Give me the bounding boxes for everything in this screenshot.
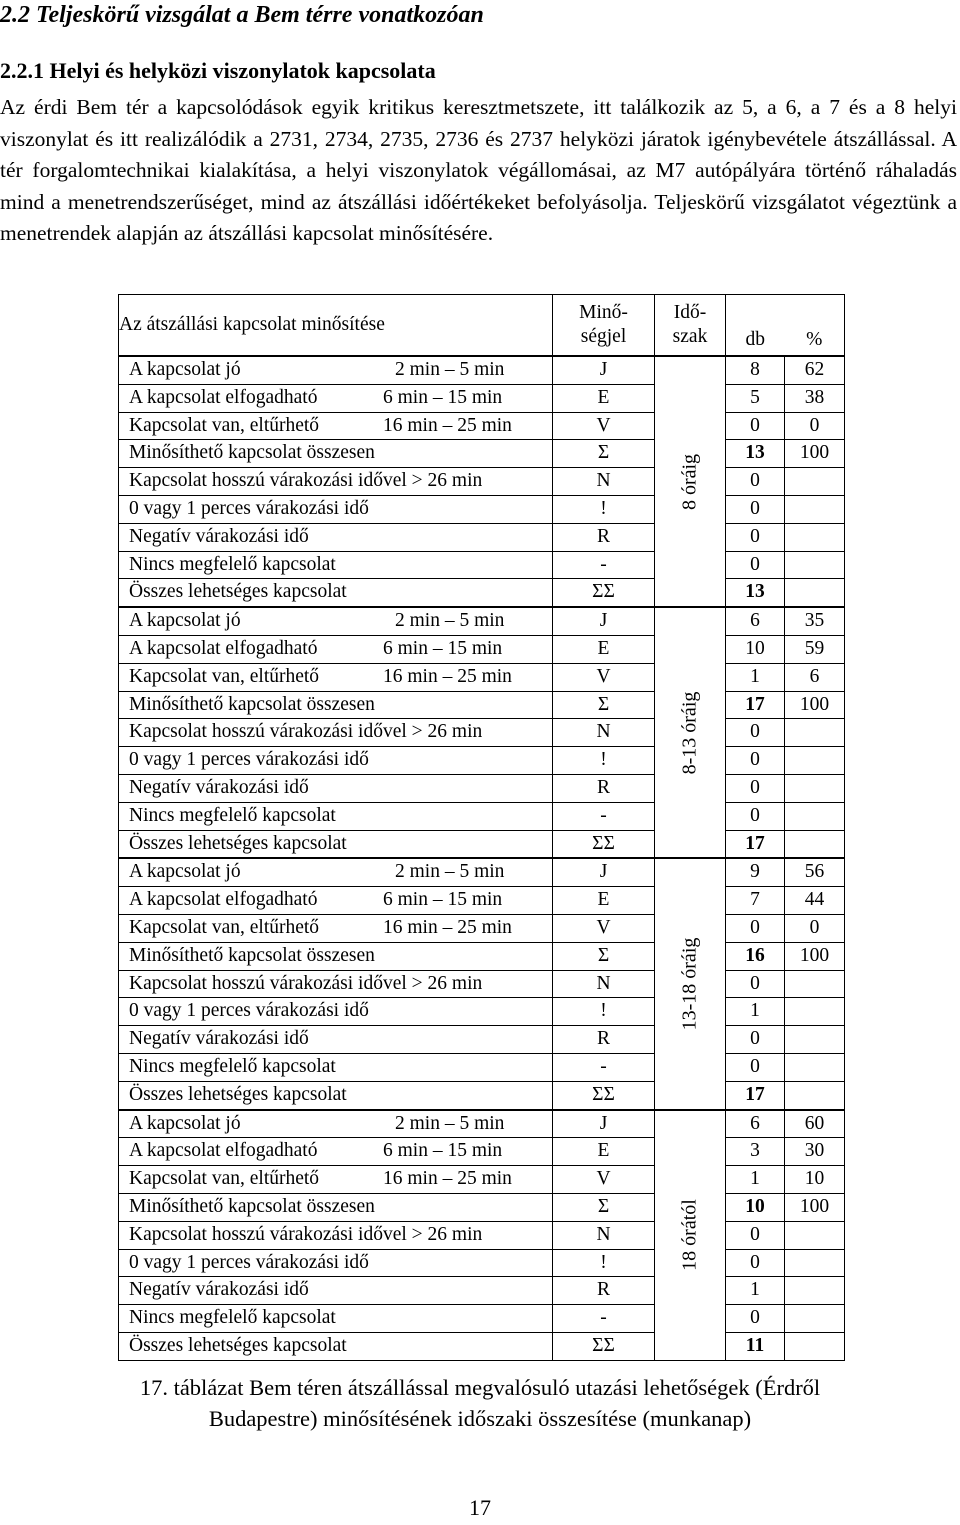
row-sign: E [553, 384, 655, 412]
table-row [119, 774, 845, 802]
row-pct [785, 1081, 845, 1109]
row-label: Kapcsolat van, eltűrhető [129, 1168, 320, 1190]
row-db: 1 [726, 1166, 785, 1194]
row-label: Kapcsolat hosszú várakozási idővel > 26 min [129, 470, 483, 492]
row-db: 16 [726, 942, 785, 970]
row-sign: E [553, 887, 655, 915]
row-db: 10 [726, 1193, 785, 1221]
row-label: Negatív várakozási idő [129, 1279, 309, 1301]
row-pct: 59 [785, 635, 845, 663]
row-pct [785, 1053, 845, 1081]
row-db: 1 [726, 1277, 785, 1305]
header-period-line2: szak [672, 326, 708, 347]
row-label: A kapcsolat elfogadható [129, 1140, 318, 1162]
row-label-cell [119, 914, 553, 942]
row-db: 0 [726, 468, 785, 496]
row-time-range: 6 min – 15 min [383, 889, 503, 911]
table-row [119, 1081, 845, 1109]
header-blank [726, 295, 845, 326]
row-label: 0 vagy 1 perces várakozási idő [129, 1000, 369, 1022]
row-label-cell [119, 774, 553, 802]
row-db: 11 [726, 1332, 785, 1360]
header-period [655, 295, 726, 357]
row-db: 0 [726, 1249, 785, 1277]
row-db: 9 [726, 858, 785, 886]
row-pct [785, 998, 845, 1026]
row-pct [785, 1277, 845, 1305]
row-sign: N [553, 1221, 655, 1249]
row-db: 8 [726, 356, 785, 384]
period-label: 13-18 óráig [678, 937, 701, 1031]
row-sign: R [553, 1026, 655, 1054]
row-sign: J [553, 356, 655, 384]
row-sign: ΣΣ [553, 579, 655, 607]
row-sign: - [553, 1053, 655, 1081]
row-label: Minősíthető kapcsolat összesen [129, 944, 375, 966]
row-sign: ΣΣ [553, 1081, 655, 1109]
row-db: 13 [726, 579, 785, 607]
row-db: 6 [726, 1110, 785, 1138]
row-pct [785, 970, 845, 998]
row-time-range: 16 min – 25 min [383, 414, 512, 436]
row-sign: - [553, 1305, 655, 1333]
row-label-cell [119, 495, 553, 523]
row-sign: Σ [553, 440, 655, 468]
row-pct [785, 495, 845, 523]
period-cell [655, 1110, 726, 1361]
row-sign: Σ [553, 691, 655, 719]
row-label-cell [119, 1305, 553, 1333]
row-label-cell [119, 970, 553, 998]
row-db: 0 [726, 719, 785, 747]
row-db: 6 [726, 607, 785, 635]
table-row [119, 1249, 845, 1277]
row-label: Összes lehetséges kapcsolat [129, 1334, 347, 1356]
row-db: 10 [726, 635, 785, 663]
section-heading: 2.2 Teljeskörű vizsgálat a Bem térre vonatkozóan [0, 2, 484, 28]
row-time-range: 2 min – 5 min [395, 610, 505, 632]
row-sign: ! [553, 998, 655, 1026]
period-cell [655, 858, 726, 1109]
header-sign [553, 295, 655, 357]
row-label: Negatív várakozási idő [129, 776, 309, 798]
row-label-cell [119, 663, 553, 691]
table-row [119, 384, 845, 412]
row-sign: Σ [553, 942, 655, 970]
row-sign: V [553, 914, 655, 942]
row-db: 0 [726, 1305, 785, 1333]
row-pct: 0 [785, 412, 845, 440]
row-label: 0 vagy 1 perces várakozási idő [129, 749, 369, 771]
row-sign: J [553, 607, 655, 635]
row-db: 17 [726, 691, 785, 719]
row-label-cell [119, 468, 553, 496]
row-sign: V [553, 663, 655, 691]
row-label: Kapcsolat van, eltűrhető [129, 665, 320, 687]
row-db: 0 [726, 1221, 785, 1249]
row-sign: ΣΣ [553, 830, 655, 858]
page-number: 17 [469, 1495, 491, 1520]
row-label: 0 vagy 1 perces várakozási idő [129, 497, 369, 519]
row-db: 0 [726, 802, 785, 830]
row-label: Nincs megfelelő kapcsolat [129, 1055, 336, 1077]
row-label: Kapcsolat van, eltűrhető [129, 916, 320, 938]
row-label-cell [119, 440, 553, 468]
row-sign: N [553, 468, 655, 496]
row-sign: ! [553, 1249, 655, 1277]
row-db: 0 [726, 495, 785, 523]
row-sign: N [553, 719, 655, 747]
header-sign-line2: ségjel [580, 326, 627, 347]
row-sign: J [553, 1110, 655, 1138]
row-sign: Σ [553, 1193, 655, 1221]
header-sign-line1: Minő- [579, 302, 628, 323]
row-sign: V [553, 412, 655, 440]
table-row [119, 1166, 845, 1194]
table-row [119, 635, 845, 663]
row-label: Összes lehetséges kapcsolat [129, 1083, 347, 1105]
row-label: Nincs megfelelő kapcsolat [129, 1307, 336, 1329]
row-sign: N [553, 970, 655, 998]
row-label-cell [119, 1332, 553, 1360]
header-quality: Az átszállási kapcsolat minősítése [119, 295, 553, 357]
row-db: 1 [726, 663, 785, 691]
row-label: A kapcsolat jó [129, 861, 241, 883]
row-pct: 100 [785, 440, 845, 468]
table-row [119, 523, 845, 551]
row-time-range: 2 min – 5 min [395, 359, 505, 380]
row-label-cell [119, 551, 553, 579]
row-label: A kapcsolat jó [129, 1112, 241, 1134]
row-label: Összes lehetséges kapcsolat [129, 581, 347, 603]
row-pct [785, 1305, 845, 1333]
subsection-heading: 2.2.1 Helyi és helyközi viszonylatok kapcsolata [0, 58, 436, 83]
row-label: A kapcsolat elfogadható [129, 386, 318, 408]
row-label-cell [119, 887, 553, 915]
row-label-cell [119, 1193, 553, 1221]
row-sign: - [553, 802, 655, 830]
row-pct [785, 1332, 845, 1360]
row-db: 17 [726, 830, 785, 858]
table-row [119, 607, 845, 635]
row-label-cell [119, 858, 553, 886]
row-db: 3 [726, 1138, 785, 1166]
table-row [119, 1277, 845, 1305]
row-pct: 10 [785, 1166, 845, 1194]
row-label-cell [119, 998, 553, 1026]
row-label-cell [119, 635, 553, 663]
row-label-cell [119, 719, 553, 747]
caption-line-1: 17. táblázat Bem téren átszállással megvalósuló utazási lehetőségek (Érdről [139, 1375, 821, 1400]
body-paragraph: Az érdi Bem tér a kapcsolódások egyik kritikus keresztmetszete, itt találkozik az 5, a 6, a 7 és a 8 helyi viszonylat és itt realizálódik a 2731, 2734, 2735, 2736 és 2737 helyközi járatok igénybevétele átszállással. A tér forgalomtechnikai kialakítása, a helyi viszonylatok végállomásai, az M7 autópályára történő ráhaladás mind a menetrendszerűséget, mind az átszállási időértékeket befolyásolja. Teljeskörű vizsgálatot végeztünk a menetrendek alapján az átszállási kapcsolat minősítésére. [0, 95, 957, 246]
row-pct: 0 [785, 914, 845, 942]
row-pct [785, 1221, 845, 1249]
table-row [119, 440, 845, 468]
table-row [119, 1053, 845, 1081]
table-row [119, 1138, 845, 1166]
table-row [119, 747, 845, 775]
table-row [119, 1193, 845, 1221]
row-pct: 56 [785, 858, 845, 886]
row-label-cell [119, 356, 553, 384]
row-db: 5 [726, 384, 785, 412]
table-row [119, 1026, 845, 1054]
row-sign: ! [553, 495, 655, 523]
row-sign: R [553, 1277, 655, 1305]
row-label-cell [119, 830, 553, 858]
row-pct: 38 [785, 384, 845, 412]
period-cell [655, 607, 726, 858]
table-row [119, 579, 845, 607]
period-label: 8-13 óráig [678, 691, 701, 775]
table-row [119, 887, 845, 915]
row-sign: J [553, 858, 655, 886]
row-pct [785, 802, 845, 830]
row-pct: 100 [785, 942, 845, 970]
row-label-cell [119, 1221, 553, 1249]
period-label: 8 óráig [678, 453, 701, 510]
caption-line-2: Budapestre) minősítésének időszaki összesítése (munkanap) [208, 1406, 752, 1431]
row-label-cell [119, 1277, 553, 1305]
row-label: A kapcsolat jó [129, 359, 241, 380]
row-label-cell [119, 1081, 553, 1109]
row-time-range: 6 min – 15 min [383, 1140, 503, 1162]
table-caption [0, 1372, 960, 1434]
row-time-range: 16 min – 25 min [383, 916, 512, 938]
row-db: 7 [726, 887, 785, 915]
row-label-cell [119, 1249, 553, 1277]
table-row [119, 1221, 845, 1249]
period-cell [655, 356, 726, 607]
row-label-cell [119, 1166, 553, 1194]
table-header-row [119, 295, 845, 326]
row-sign: R [553, 523, 655, 551]
row-db: 0 [726, 551, 785, 579]
row-pct [785, 551, 845, 579]
row-pct: 44 [785, 887, 845, 915]
row-time-range: 2 min – 5 min [395, 861, 505, 883]
row-pct [785, 774, 845, 802]
row-label: Minősíthető kapcsolat összesen [129, 693, 375, 715]
row-db: 17 [726, 1081, 785, 1109]
row-pct [785, 830, 845, 858]
row-db: 0 [726, 970, 785, 998]
table-row [119, 412, 845, 440]
row-time-range: 2 min – 5 min [395, 1112, 505, 1134]
row-label: Kapcsolat hosszú várakozási idővel > 26 min [129, 721, 483, 743]
row-label: Kapcsolat van, eltűrhető [129, 414, 320, 436]
row-pct: 30 [785, 1138, 845, 1166]
table-row [119, 495, 845, 523]
header-db: db [726, 325, 785, 356]
row-label-cell [119, 802, 553, 830]
row-db: 0 [726, 1053, 785, 1081]
row-label-cell [119, 691, 553, 719]
table-row [119, 998, 845, 1026]
row-sign: R [553, 774, 655, 802]
row-pct: 60 [785, 1110, 845, 1138]
row-db: 13 [726, 440, 785, 468]
row-db: 0 [726, 914, 785, 942]
row-pct: 100 [785, 1193, 845, 1221]
row-pct [785, 468, 845, 496]
row-label: Kapcsolat hosszú várakozási idővel > 26 min [129, 1223, 483, 1245]
row-label-cell [119, 412, 553, 440]
table-row [119, 356, 845, 384]
table-row [119, 802, 845, 830]
row-pct [785, 1249, 845, 1277]
row-time-range: 6 min – 15 min [383, 386, 503, 408]
row-label-cell [119, 523, 553, 551]
row-pct: 62 [785, 356, 845, 384]
row-label: A kapcsolat jó [129, 610, 241, 632]
row-label: Kapcsolat hosszú várakozási idővel > 26 min [129, 972, 483, 994]
row-time-range: 16 min – 25 min [383, 1168, 512, 1190]
table-row [119, 914, 845, 942]
row-label: A kapcsolat elfogadható [129, 889, 318, 911]
table-row [119, 719, 845, 747]
row-sign: - [553, 551, 655, 579]
row-sign: ΣΣ [553, 1332, 655, 1360]
row-pct: 100 [785, 691, 845, 719]
table-row [119, 1332, 845, 1360]
row-pct [785, 719, 845, 747]
row-label: Minősíthető kapcsolat összesen [129, 442, 375, 464]
header-period-line1: Idő- [673, 302, 707, 323]
row-db: 1 [726, 998, 785, 1026]
row-label: 0 vagy 1 perces várakozási idő [129, 1251, 369, 1273]
row-sign: V [553, 1166, 655, 1194]
table-row [119, 942, 845, 970]
row-label: Negatív várakozási idő [129, 1028, 309, 1050]
row-pct [785, 1026, 845, 1054]
row-label-cell [119, 1026, 553, 1054]
table-row [119, 1110, 845, 1138]
row-label-cell [119, 1110, 553, 1138]
table-row [119, 691, 845, 719]
row-sign: E [553, 1138, 655, 1166]
row-db: 0 [726, 1026, 785, 1054]
row-label: Nincs megfelelő kapcsolat [129, 804, 336, 826]
row-sign: E [553, 635, 655, 663]
row-label: Minősíthető kapcsolat összesen [129, 1195, 375, 1217]
row-pct [785, 579, 845, 607]
row-label: Összes lehetséges kapcsolat [129, 832, 347, 854]
row-db: 0 [726, 412, 785, 440]
table-row [119, 663, 845, 691]
row-time-range: 16 min – 25 min [383, 665, 512, 687]
row-db: 0 [726, 523, 785, 551]
period-label: 18 órától [678, 1199, 701, 1271]
row-label-cell [119, 1138, 553, 1166]
row-label-cell [119, 579, 553, 607]
row-pct: 6 [785, 663, 845, 691]
row-pct [785, 747, 845, 775]
transfer-quality-table [118, 294, 845, 1361]
row-label: Negatív várakozási idő [129, 525, 309, 547]
table-row [119, 830, 845, 858]
row-label-cell [119, 1053, 553, 1081]
row-db: 0 [726, 774, 785, 802]
row-label: Nincs megfelelő kapcsolat [129, 553, 336, 575]
row-label-cell [119, 747, 553, 775]
table-row [119, 858, 845, 886]
row-label-cell [119, 384, 553, 412]
row-db: 0 [726, 747, 785, 775]
row-time-range: 6 min – 15 min [383, 637, 503, 659]
row-sign: ! [553, 747, 655, 775]
table-row [119, 551, 845, 579]
row-pct [785, 523, 845, 551]
row-label-cell [119, 607, 553, 635]
row-pct: 35 [785, 607, 845, 635]
table-row [119, 970, 845, 998]
table-row [119, 1305, 845, 1333]
row-label-cell [119, 942, 553, 970]
table-row [119, 468, 845, 496]
header-pct: % [785, 325, 845, 356]
row-label: A kapcsolat elfogadható [129, 637, 318, 659]
